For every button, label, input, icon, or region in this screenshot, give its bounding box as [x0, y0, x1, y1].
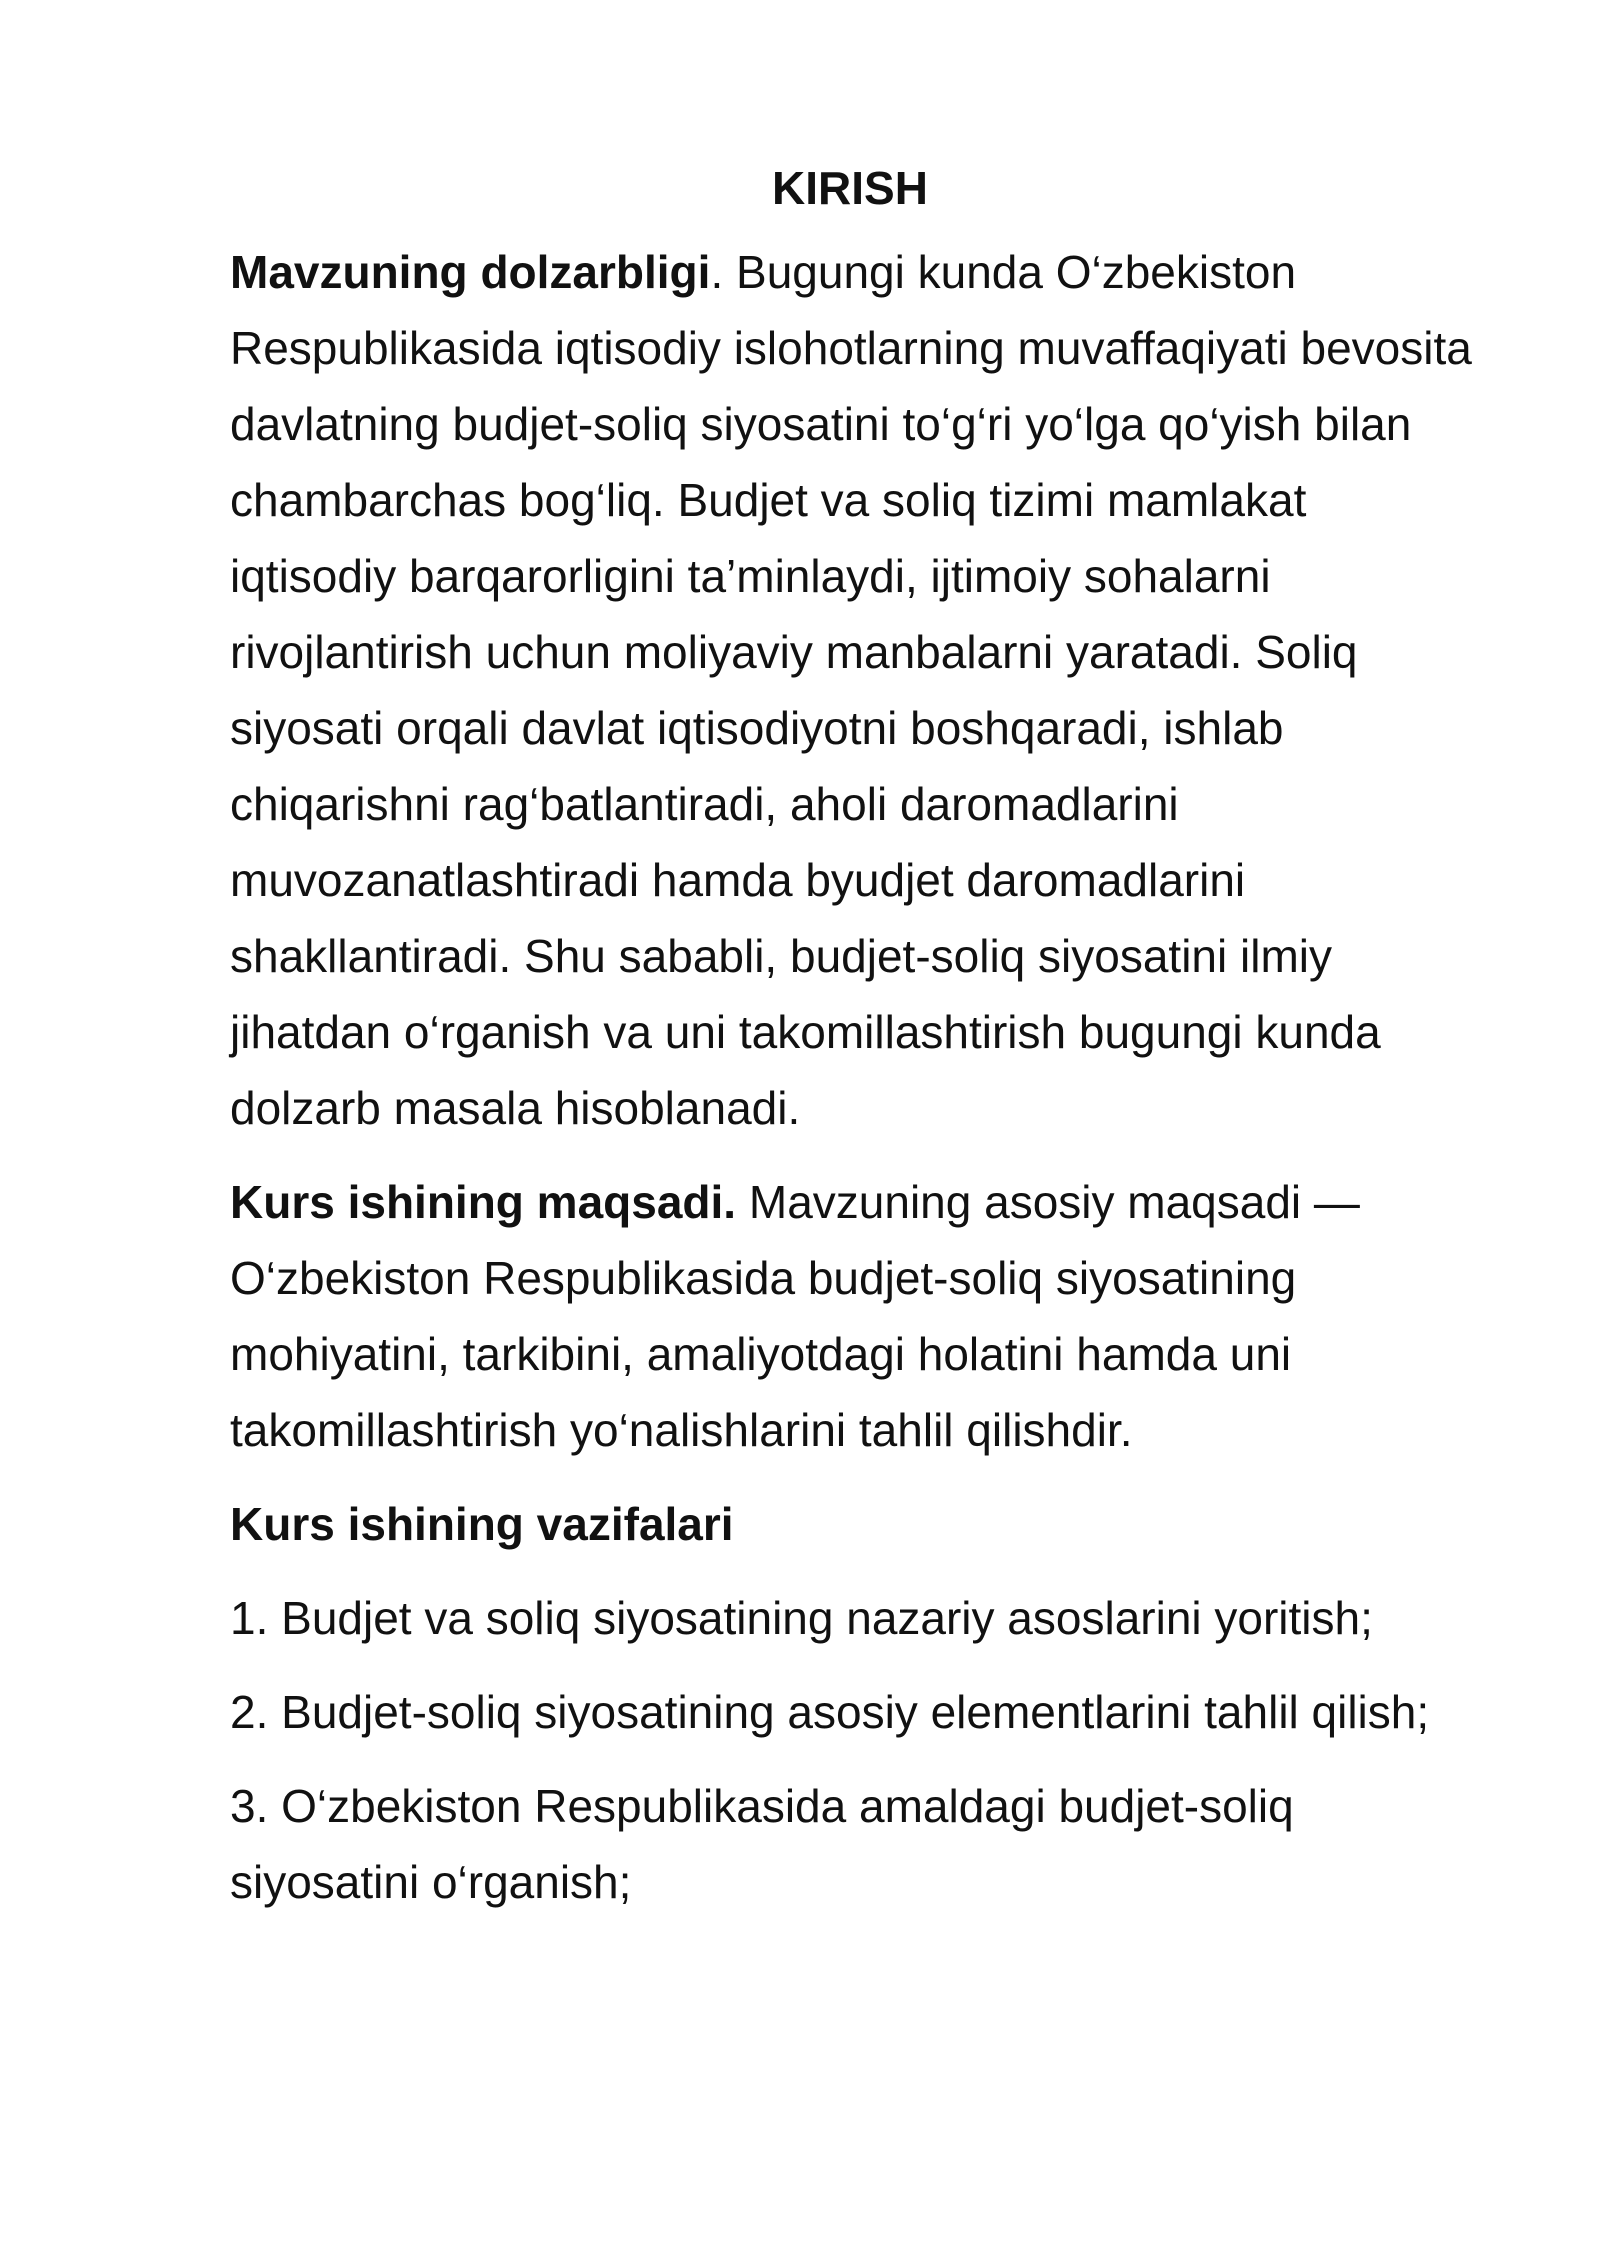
document-body: [230, 150, 1480, 1938]
page-title: KIRISH: [772, 162, 928, 214]
relevance-paragraph: [230, 234, 1480, 1146]
goal-lead: Kurs ishining maqsadi.: [230, 1176, 737, 1228]
task-item-3: 3. O‘zbekiston Respublikasida amaldagi budjet-soliq siyosatini o‘rganish;: [230, 1780, 1294, 1908]
relevance-lead: Mavzuning dolzarbligi: [230, 246, 711, 298]
task-item-1: 1. Budjet va soliq siyosatining nazariy asoslarini yoritish;: [230, 1592, 1373, 1644]
goal-text: Mavzuning asosiy maqsadi — O‘zbekiston Respublikasida budjet-soliq siyosatining mohiyatini, tarkibini, amaliyotdagi holatini hamda uni takomillashtirish yo‘nalishlarini tahlil qilishdir.: [230, 1176, 1360, 1456]
tasks-heading: Kurs ishining vazifalari: [230, 1498, 734, 1550]
goal-paragraph: [230, 1164, 1480, 1468]
task-item-2: 2. Budjet-soliq siyosatining asosiy elementlarini tahlil qilish;: [230, 1686, 1430, 1738]
relevance-text: . Bugungi kunda O‘zbekiston Respublikasida iqtisodiy islohotlarning muvaffaqiyati bevosita davlatning budjet-soliq siyosatini to‘g‘ri yo‘lga qo‘yish bilan chambarchas bog‘liq. Budjet va soliq tizimi mamlakat iqtisodiy barqarorligini ta’minlaydi, ijtimoiy sohalarni rivojlantirish uchun moliyaviy manbalarni yaratadi. Soliq siyosati orqali davlat iqtisodiyotni boshqaradi, ishlab chiqarishni rag‘batlantiradi, aholi daromadlarini muvozanatlashtiradi hamda byudjet daromadlarini shakllantiradi. Shu sababli, budjet-soliq siyosatini ilmiy jihatdan o‘rganish va uni takomillashtirish bugungi kunda dolzarb masala hisoblanadi.: [230, 246, 1472, 1134]
